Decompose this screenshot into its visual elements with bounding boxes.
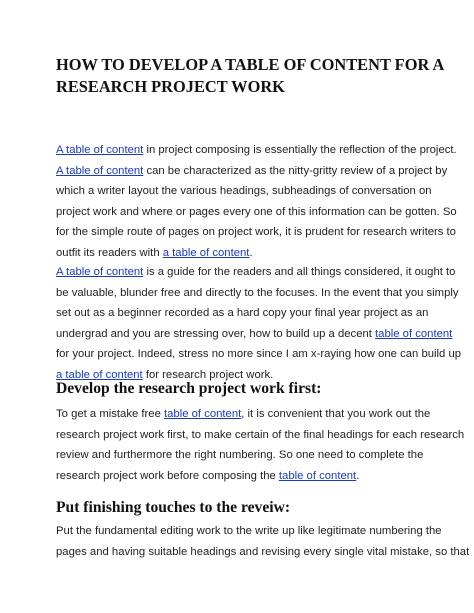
paragraph-line bbox=[56, 243, 436, 264]
paragraph-text: can be characterized as the nitty-gritty review of a project by bbox=[143, 164, 448, 177]
paragraph-line bbox=[56, 262, 456, 283]
table-of-content-link[interactable]: A table of content bbox=[56, 164, 144, 177]
paragraph-text: To get a mistake free bbox=[56, 408, 164, 420]
paragraph-line: research project work first, to make certain of the final headings for each research bbox=[56, 428, 465, 441]
paragraph-line: be valuable, blunder free and directly to the focuses. In the event that you simply bbox=[56, 286, 459, 299]
finishing-paragraph bbox=[56, 521, 470, 562]
intro-paragraph bbox=[56, 140, 457, 264]
paragraph-text: , it is convenient that you work out the bbox=[241, 408, 431, 420]
table-of-content-link[interactable]: a table of content bbox=[56, 368, 143, 381]
paragraph-text: research project work before composing the bbox=[56, 469, 279, 482]
table-of-content-link[interactable]: a table of content bbox=[162, 246, 250, 259]
paragraph-line bbox=[56, 404, 436, 425]
paragraph-line bbox=[56, 324, 453, 345]
page-title bbox=[56, 54, 445, 98]
guide-paragraph bbox=[56, 262, 462, 386]
paragraph-line: for the simple route of pages on project work, it is prudent for research writers to bbox=[56, 226, 456, 239]
paragraph-text: . bbox=[356, 469, 360, 482]
paragraph-line bbox=[56, 466, 436, 487]
title-line-2: RESEARCH PROJECT WORK bbox=[56, 77, 285, 96]
paragraph-line: Put the fundamental editing work to the write up like legitimate numbering the bbox=[56, 525, 442, 537]
table-of-content-link[interactable]: A table of content bbox=[56, 144, 144, 156]
section-heading-finishing: Put finishing touches to the reveiw: bbox=[56, 499, 291, 516]
paragraph-text: undergrad and you are stressing over, how to build up a decent bbox=[56, 327, 376, 340]
paragraph-text: is a guide for the readers and all things considered, it ought to bbox=[143, 266, 456, 278]
paragraph-line: for your project. Indeed, stress no more since I am x-raying how one can build up bbox=[56, 348, 462, 361]
table-of-content-link[interactable]: table of content bbox=[164, 408, 242, 420]
paragraph-text: for research project work. bbox=[142, 368, 274, 381]
table-of-content-link[interactable]: A table of content bbox=[56, 266, 144, 278]
table-of-content-link[interactable]: table of content bbox=[375, 327, 453, 340]
paragraph-text: . bbox=[249, 246, 253, 259]
paragraph-text: outfit its readers with bbox=[56, 246, 163, 259]
paragraph-text: in project composing is essentially the reflection of the project. bbox=[143, 144, 457, 156]
paragraph-line: review and furthermore the right numbering. So one need to complete the bbox=[56, 449, 424, 462]
paragraph-line: set out as a beginner recorded as a hard copy your final year project as an bbox=[56, 307, 429, 320]
paragraph-line: pages and having suitable headings and revising every single vital mistake, so that bbox=[56, 545, 470, 558]
develop-paragraph bbox=[56, 404, 465, 486]
paragraph-line: which a writer layout the various headings, subheadings of conversation on bbox=[56, 185, 432, 198]
title-line-1: HOW TO DEVELOP A TABLE OF CONTENT FOR A bbox=[56, 55, 445, 74]
paragraph-line: project work and where or pages every one of this information can be gotten. So bbox=[56, 205, 457, 218]
table-of-content-link[interactable]: table of content bbox=[278, 469, 357, 482]
paragraph-line bbox=[56, 161, 448, 182]
section-heading-develop: Develop the research project work first: bbox=[56, 380, 322, 397]
paragraph-line bbox=[56, 140, 457, 161]
